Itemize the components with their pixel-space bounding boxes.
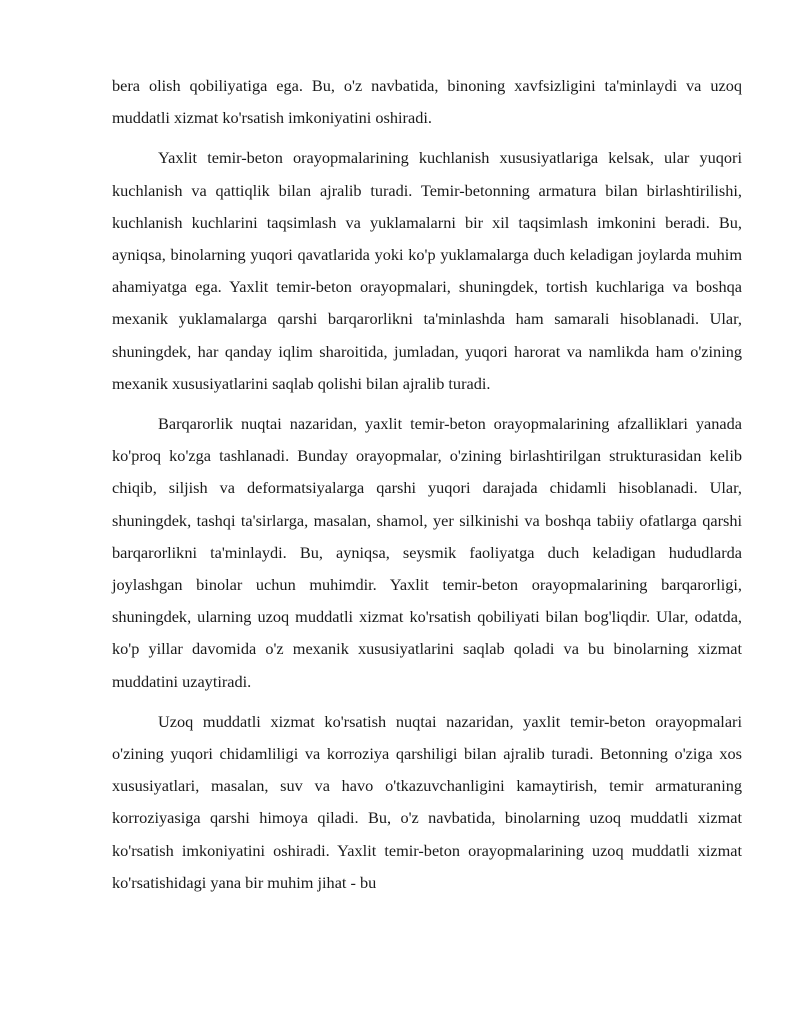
paragraph-long-term-service: Uzoq muddatli xizmat ko'rsatish nuqtai nazaridan, yaxlit temir-beton orayopmalari o'zining yuqori chidamliligi va korroziya qarshiligi bilan ajralib turadi. Betonning o'ziga xos xususiyatlari, masalan, suv va havo o'tkazuvchanligini kamaytirish, temir armaturaning korroziyasiga qarshi himoya qiladi. Bu, o'z navbatida, binolarning uzoq muddatli xizmat ko'rsatish imkoniyatini oshiradi. Yaxlit temir-beton orayopmalarining uzoq muddatli xizmat ko'rsatishidagi yana bir muhim jihat - bu xyxy=(112,711,742,892)
paragraph-tension-properties: Yaxlit temir-beton orayopmalarining kuchlanish xususiyatlariga kelsak, ular yuqori kuchlanish va qattiqlik bilan ajralib turadi. Temir-betonning armatura bilan birlashtirilishi, kuchlanish kuchlarini taqsimlash va yuklamalarni bir xil taqsimlash imkonini beradi. Bu, ayniqsa, binolarning yuqori qavatlarida yoki ko'p yuklamalarga duch keladigan joylarda muhim ahamiyatga ega. Yaxlit temir-beton orayopmalari, shuningdek, tortish kuchlariga va boshqa mexanik yuklamalarga qarshi barqarorlikni ta'minlashda ham samarali hisoblanadi. Ular, shuningdek, har qanday iqlim sharoitida, jumladan, yuqori harorat va namlikda ham o'zining mexanik xususiyatlarini saqlab qolishi bilan ajralib turadi. xyxy=(112,148,742,393)
paragraph-stability: Barqarorlik nuqtai nazaridan, yaxlit temir-beton orayopmalarining afzalliklari yanada ko'proq ko'zga tashlanadi. Bunday orayopmalar, o'zining birlashtirilgan strukturasidan kelib chiqib, siljish va deformatsiyalarga qarshi yuqori darajada chidamli hisoblanadi. Ular, shuningdek, tashqi ta'sirlarga, masalan, shamol, yer silkinishi va boshqa tabiiy ofatlarga qarshi barqarorlikni ta'minlaydi. Bu, ayniqsa, seysmik faoliyatga duch keladigan hududlarda joylashgan binolar uchun muhimdir. Yaxlit temir-beton orayopmalarining barqarorligi, shuningdek, ularning uzoq muddatli xizmat ko'rsatish qobiliyati bilan bog'liqdir. Ular, odatda, ko'p yillar davomida o'z mexanik xususiyatlarini saqlab qoladi va bu binolarning xizmat muddatini uzaytiradi. xyxy=(112,414,742,691)
document-page xyxy=(112,70,742,907)
paragraph-continuation: bera olish qobiliyatiga ega. Bu, o'z navbatida, binoning xavfsizligini ta'minlaydi va uzoq muddatli xizmat ko'rsatish imkoniyatini oshiradi. xyxy=(112,76,742,128)
